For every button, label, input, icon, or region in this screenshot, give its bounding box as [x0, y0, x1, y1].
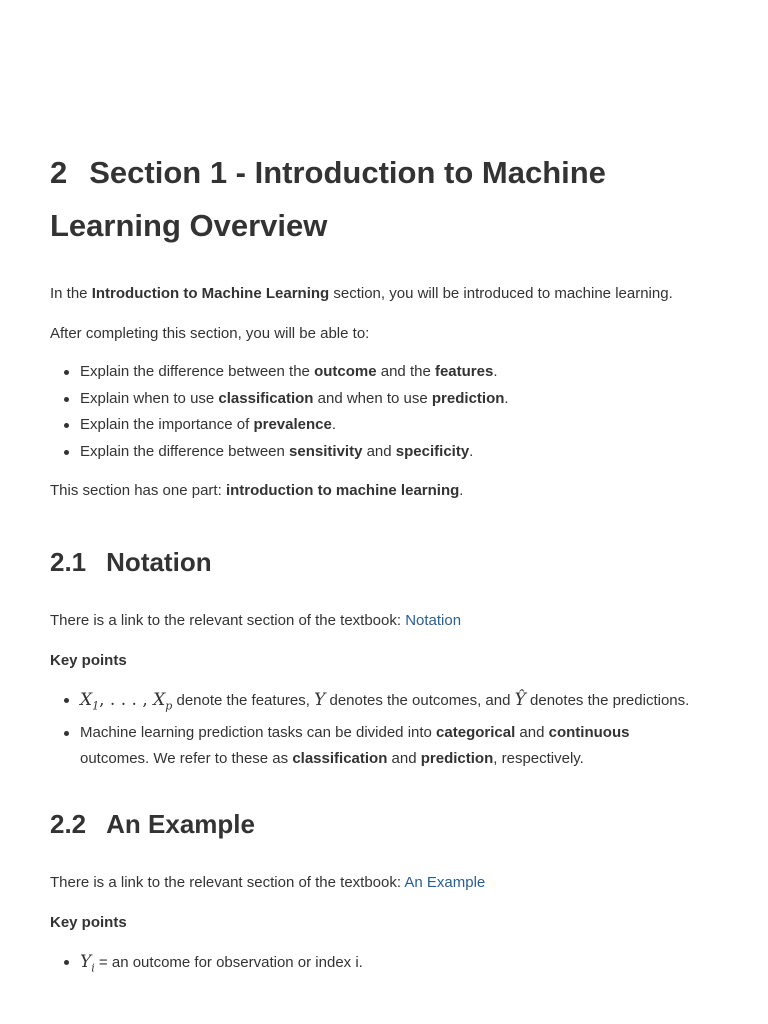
list-item: Explain the difference between the outcome and the features.: [50, 359, 509, 386]
key-points-heading: Key points: [50, 914, 127, 931]
chapter-number: 2: [50, 155, 68, 190]
textbook-link-paragraph: There is a link to the relevant section of the textbook: Notation: [50, 612, 462, 629]
notation-key-points: [50, 687, 689, 773]
list-item: Explain when to use classification and when to use prediction.: [50, 386, 509, 413]
section-title-example: [50, 807, 255, 841]
section-number: 2.1: [50, 547, 87, 577]
list-item: Explain the difference between sensitivity and specificity.: [50, 439, 509, 466]
math-expression: Ŷ: [514, 690, 526, 710]
math-expression: Y: [314, 690, 326, 710]
textbook-link-example[interactable]: An Example: [404, 874, 486, 891]
parts-paragraph: This section has one part: introduction to machine learning.: [50, 482, 464, 499]
section-title-notation: [50, 545, 212, 579]
list-item: $Y_i$ = an outcome for observation or index i.: [50, 949, 363, 982]
textbook-link-notation[interactable]: Notation: [405, 612, 462, 629]
example-key-points: [50, 949, 363, 982]
section-title-text: Notation: [106, 547, 212, 577]
math-expression: $Y_i$: [80, 952, 95, 975]
list-item: Machine learning prediction tasks can be divided into categorical and continuous outcomes. We refer to these as classification and prediction, respectively.: [50, 720, 689, 773]
key-points-heading: Key points: [50, 652, 127, 669]
math-expression: $X_1$, . . . , $X_p$: [80, 690, 173, 713]
chapter-title-text: Section 1 - Introduction to Machine Learning Overview: [50, 155, 606, 243]
intro-paragraph: [50, 284, 673, 304]
list-item: $X_1$, . . . , $X_p$ denote the features, Y denotes the outcomes, and Ŷ denotes the predictions.: [50, 687, 689, 720]
intro-text-post: section, you will be introduced to machine learning.: [329, 285, 673, 302]
objectives-list: [50, 359, 509, 465]
chapter-title: [50, 146, 690, 252]
objectives-lead: After completing this section, you will be able to:: [50, 325, 370, 342]
section-title-text: An Example: [106, 809, 255, 839]
textbook-link-paragraph: There is a link to the relevant section of the textbook: An Example: [50, 874, 486, 891]
intro-text: In the: [50, 285, 92, 302]
intro-bold: Introduction to Machine Learning: [91, 285, 330, 302]
section-number: 2.2: [50, 809, 87, 839]
list-item: Explain the importance of prevalence.: [50, 412, 509, 439]
